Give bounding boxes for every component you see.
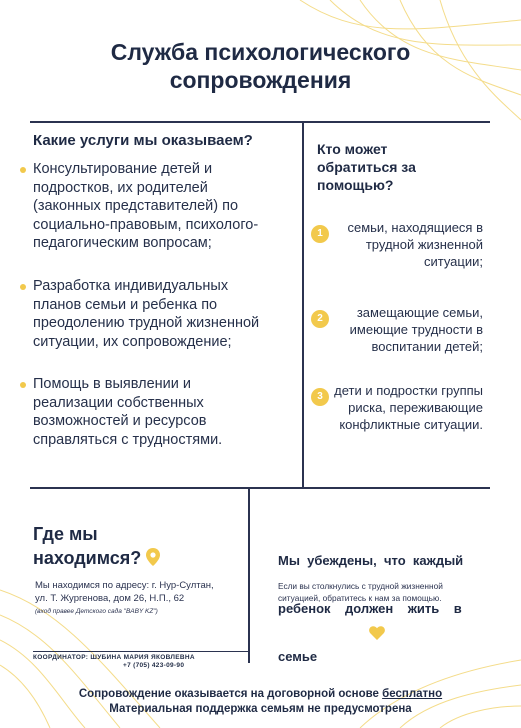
address: Мы находимся по адресу: г. Нур-Султан, ул. Т. Жургенова, дом 26, Н.П., 62	[35, 580, 214, 604]
who-item-3: дети и подростки группы риска, переживающие конфликтные ситуации.	[334, 383, 483, 432]
coordinator	[33, 654, 195, 670]
footer	[0, 687, 521, 717]
bullet-2	[20, 284, 26, 290]
middle-divider	[30, 487, 490, 489]
services-heading: Какие услуги мы оказываем?	[33, 132, 253, 149]
who-heading: Кто может обратиться за помощью?	[317, 141, 416, 193]
title-line-1: Служба психологического	[110, 39, 411, 65]
service-item-1: Консультирование детей и подростков, их родителей (законных представителей) по социально-правовым, психолого- педагогическим вопросам;	[33, 161, 259, 251]
belief-heading: Мы убеждены, что каждый ребенок должен жить в семье	[278, 553, 464, 664]
footer-line1: Сопровождение оказывается на договорной основе	[78, 688, 383, 700]
number-badge-2: 2	[311, 310, 329, 328]
bullet-3	[20, 382, 26, 388]
page-title	[40, 38, 481, 94]
heart-icon	[369, 626, 385, 640]
service-item-3: Помощь в выявлении и реализации собственных возможностей и ресурсов справляться с трудностями.	[33, 376, 223, 448]
top-divider	[30, 121, 490, 123]
bullet-1	[20, 167, 26, 173]
column-divider-top	[302, 122, 304, 487]
who-item-1: семьи, находящиеся в трудной жизненной ситуации;	[347, 220, 483, 269]
belief-text: Если вы столкнулись с трудной жизненной ситуацией, обратитесь к нам за помощью.	[278, 581, 443, 603]
column-divider-bottom	[248, 488, 250, 663]
coordinator-phone: +7 (705) 423-09-90	[123, 662, 185, 669]
title-line-2: сопровождения	[169, 67, 352, 93]
entrance-note: (вход правее Детского сада "BABY KZ")	[35, 608, 158, 615]
number-badge-1: 1	[311, 225, 329, 243]
footer-line2: Материальная поддержка семьям не предусмотрена	[109, 703, 412, 715]
coordinator-divider	[33, 651, 248, 652]
coordinator-label: КООРДИНАТОР:	[33, 654, 89, 661]
who-item-2: замещающие семьи, имеющие трудности в воспитании детей;	[349, 305, 483, 354]
coordinator-name: ШУБИНА МАРИЯ ЯКОВЛЕВНА	[90, 654, 195, 661]
location-heading: Где мы находимся?	[33, 522, 160, 570]
service-item-2: Разработка индивидуальных планов семьи и ребенка по преодолению трудной жизненной ситуации, их сопровождение;	[33, 278, 260, 350]
location-pin-icon	[146, 548, 160, 566]
number-badge-3: 3	[311, 388, 329, 406]
free-link[interactable]: бесплатно	[382, 688, 443, 700]
